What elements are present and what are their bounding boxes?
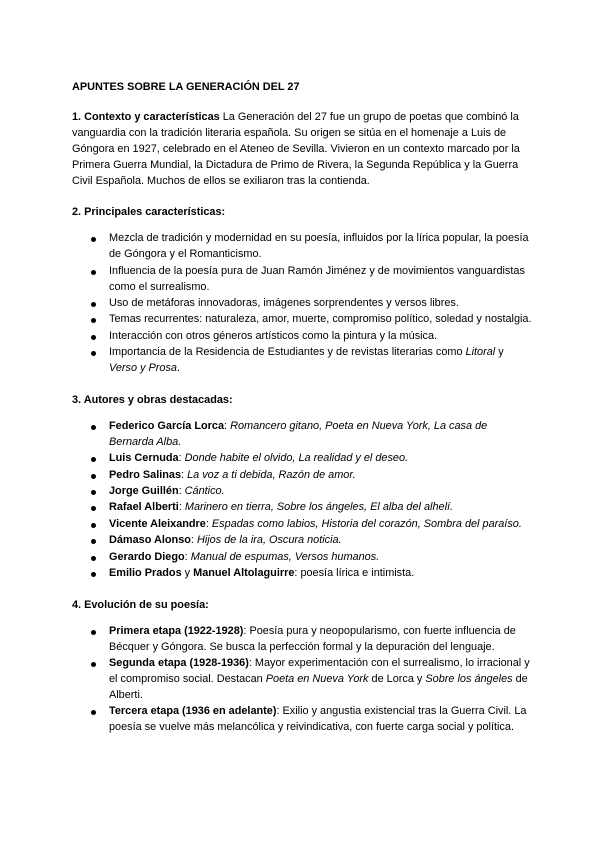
section-1-paragraph <box>72 110 532 190</box>
author-name: Federico García Lorca <box>109 419 225 432</box>
bullet-icon <box>91 237 96 242</box>
bullet-icon <box>91 351 96 356</box>
author-works: Manual de espumas, Versos humanos. <box>190 550 380 563</box>
characteristics-list <box>72 231 532 377</box>
characteristic-text: Uso de metáforas innovadoras, imágenes sorprendentes y versos libres. <box>109 296 459 309</box>
stage-item <box>72 656 532 704</box>
author-item <box>72 500 532 516</box>
bullet-icon <box>91 662 96 667</box>
author-name: Gerardo Diego <box>109 550 185 563</box>
author-works: Romancero gitano, Poeta en Nueva York, La casa de Bernarda Alba. <box>109 419 488 448</box>
author-name: Manuel Altolaguirre <box>193 567 295 580</box>
section-4-heading: 4. Evolución de su poesía: <box>72 598 209 611</box>
author-separator: : <box>190 534 197 547</box>
bullet-icon <box>91 490 96 495</box>
stage-label: Tercera etapa (1936 en adelante) <box>109 705 277 718</box>
bullet-icon <box>91 506 96 511</box>
bullet-icon <box>91 556 96 561</box>
author-works: Hijos de la ira, Oscura noticia. <box>196 534 342 547</box>
bullet-icon <box>91 425 96 430</box>
magazine-title: Litoral <box>465 346 496 359</box>
magazine-title: Verso y Prosa <box>109 362 177 375</box>
author-item <box>72 566 532 582</box>
work-title: Poeta en Nueva York <box>265 673 369 686</box>
list-item <box>72 329 532 345</box>
joiner-text: y <box>181 567 194 580</box>
characteristic-text: Importancia de la Residencia de Estudiantes y de revistas literarias como <box>109 346 466 359</box>
section-1-text: La Generación del 27 fue un grupo de poetas que combinó la vanguardia con la tradición literaria española. Su origen se sitúa en el homenaje a Luis de Góngora en 1927, celebrado en el Ateneo de Sevilla. Vivieron en un contexto marcado por la Primera Guerra Mundial, la Dictadura de Primo de Rivera, la Segunda República y la Guerra Civil Española. Muchos de ellos se exiliaron tras la contienda. <box>72 110 520 187</box>
author-item <box>72 451 532 467</box>
author-name: Vicente Aleixandre <box>109 517 206 530</box>
author-separator: : <box>181 468 188 481</box>
characteristic-text: Mezcla de tradición y modernidad en su poesía, influidos por la lírica popular, la poesía de Góngora y el Romanticismo. <box>109 232 529 261</box>
document-body <box>72 80 532 737</box>
characteristic-text: Influencia de la poesía pura de Juan Ramón Jiménez y de movimientos vanguardistas como el surrealismo. <box>109 264 525 293</box>
bullet-icon <box>91 318 96 323</box>
stage-label: Primera etapa (1922-1928) <box>109 624 244 637</box>
bullet-icon <box>91 335 96 340</box>
characteristic-text: Temas recurrentes: naturaleza, amor, muerte, compromiso político, soledad y nostalgia. <box>109 313 532 326</box>
bullet-icon <box>91 630 96 635</box>
author-item <box>72 517 532 533</box>
author-separator: : <box>184 550 191 563</box>
author-name: Emilio Prados <box>109 567 182 580</box>
list-item <box>72 345 532 377</box>
author-item <box>72 533 532 549</box>
list-item <box>72 312 532 328</box>
stage-item <box>72 704 532 736</box>
joiner-text: y <box>495 346 504 359</box>
period-text: . <box>177 362 181 375</box>
bullet-icon <box>91 270 96 275</box>
author-separator: : <box>205 517 212 530</box>
stage-text: de Lorca y <box>368 673 426 686</box>
bullet-icon <box>91 474 96 479</box>
author-item <box>72 419 532 451</box>
list-item <box>72 231 532 263</box>
stage-text: : Mayor experimentación con el surrealismo, lo irracional y el compromiso social. Destacan <box>109 657 530 686</box>
author-works: Marinero en tierra, Sobre los ángeles, El alba del alhelí. <box>184 501 454 514</box>
stage-text: : Exilio y angustia existencial tras la Guerra Civil. La poesía se vuelve más melancólica y reivindicativa, con fuerte carga social y política. <box>109 705 527 734</box>
bullet-icon <box>91 572 96 577</box>
bullet-icon <box>91 710 96 715</box>
author-item <box>72 468 532 484</box>
author-separator: : <box>178 501 185 514</box>
author-name: Dámaso Alonso <box>109 534 191 547</box>
list-item <box>72 264 532 296</box>
bullet-icon <box>91 457 96 462</box>
bullet-icon <box>91 523 96 528</box>
section-2-heading: 2. Principales características: <box>72 206 226 219</box>
author-name: Pedro Salinas <box>109 468 182 481</box>
author-works: La voz a ti debida, Razón de amor. <box>187 468 356 481</box>
author-name: Jorge Guillén <box>109 485 179 498</box>
author-separator: : <box>224 419 231 432</box>
author-separator: : <box>178 452 185 465</box>
author-item <box>72 550 532 566</box>
stage-text: de Alberti. <box>109 673 528 701</box>
author-works: Cántico. <box>184 485 225 498</box>
characteristic-text: Interacción con otros géneros artísticos como la pintura y la música. <box>109 329 438 342</box>
author-description: : poesía lírica e intimista. <box>294 567 415 580</box>
document-title: APUNTES SOBRE LA GENERACIÓN DEL 27 <box>72 81 300 93</box>
section-3-heading: 3. Autores y obras destacadas: <box>72 394 233 406</box>
work-title: Sobre los ángeles <box>425 673 513 686</box>
author-separator: : <box>178 485 185 498</box>
stage-item <box>72 624 532 656</box>
stage-text: : Poesía pura y neopopularismo, con fuerte influencia de Bécquer y Góngora. Se busca la perfección formal y la depuración del lenguaje. <box>109 624 516 653</box>
author-works: Espadas como labios, Historia del corazón, Sombra del paraíso. <box>211 517 522 530</box>
section-1-heading: 1. Contexto y características <box>72 110 220 123</box>
list-item <box>72 296 532 312</box>
authors-list <box>72 419 532 582</box>
bullet-icon <box>91 539 96 544</box>
author-name: Rafael Alberti <box>109 501 179 514</box>
evolution-list <box>72 624 532 736</box>
author-works: Donde habite el olvido, La realidad y el deseo. <box>184 452 409 465</box>
stage-label: Segunda etapa (1928-1936) <box>109 657 249 670</box>
author-name: Luis Cernuda <box>109 452 179 465</box>
author-item <box>72 484 532 500</box>
bullet-icon <box>91 302 96 307</box>
